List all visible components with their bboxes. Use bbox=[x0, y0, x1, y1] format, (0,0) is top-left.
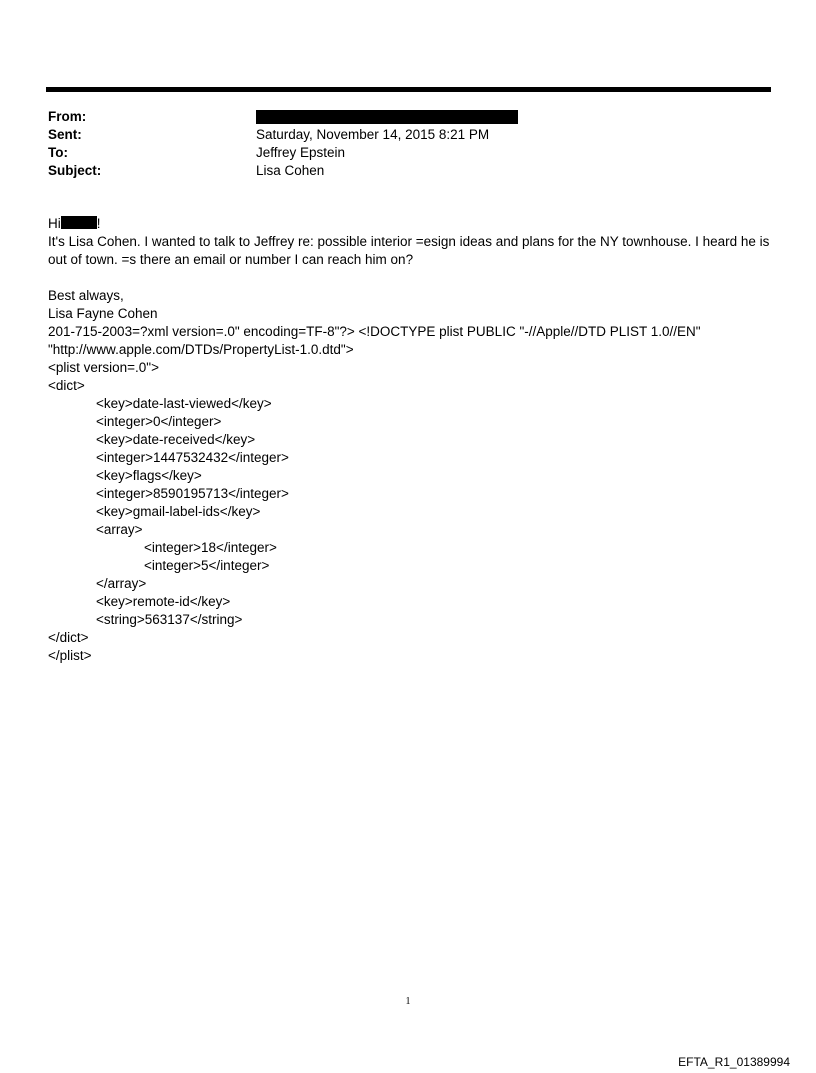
plist-line: <key>date-last-viewed</key> bbox=[96, 396, 272, 411]
plist-line: <key>gmail-label-ids</key> bbox=[96, 504, 261, 519]
plist-line: </dict> bbox=[48, 630, 89, 645]
plist-line: "http://www.apple.com/DTDs/PropertyList-1.0.dtd"> bbox=[48, 342, 354, 357]
plist-line: <array> bbox=[96, 522, 143, 537]
page-number: 1 bbox=[405, 996, 411, 1007]
sent-label: Sent: bbox=[48, 127, 82, 142]
header-rule bbox=[46, 87, 771, 92]
greeting-end: ! bbox=[96, 216, 101, 231]
email-body bbox=[48, 215, 773, 665]
paragraph-line-2: out of town. =s there an email or number I can reach him on? bbox=[48, 252, 414, 267]
greeting-name-redacted bbox=[61, 216, 97, 229]
plist-line: 201-715-2003=?xml version=.0" encoding=TF-8"?> <!DOCTYPE plist PUBLIC "-//Apple//DTD PLIST 1.0//EN" bbox=[48, 324, 701, 339]
plist-line: <string>563137</string> bbox=[96, 612, 243, 627]
plist-line: <integer>8590195713</integer> bbox=[96, 486, 289, 501]
paragraph-line-1: It's Lisa Cohen. I wanted to talk to Jeffrey re: possible interior =esign ideas and plans for the NY townhouse. I heard he is bbox=[48, 234, 770, 249]
plist-line: <integer>1447532432</integer> bbox=[96, 450, 289, 465]
subject-value: Lisa Cohen bbox=[256, 163, 325, 178]
to-value: Jeffrey Epstein bbox=[256, 145, 346, 160]
subject-label: Subject: bbox=[48, 163, 102, 178]
from-label: From: bbox=[48, 109, 87, 124]
plist-line: <key>flags</key> bbox=[96, 468, 202, 483]
plist-line: <plist version=.0"> bbox=[48, 360, 159, 375]
plist-line: <integer>5</integer> bbox=[144, 558, 270, 573]
sent-value: Saturday, November 14, 2015 8:21 PM bbox=[256, 127, 490, 142]
to-label: To: bbox=[48, 145, 68, 160]
closing: Best always, bbox=[48, 288, 124, 303]
document-id: EFTA_R1_01389994 bbox=[678, 1055, 790, 1069]
plist-line: <integer>18</integer> bbox=[144, 540, 277, 555]
plist-line: <key>remote-id</key> bbox=[96, 594, 231, 609]
plist-line: <key>date-received</key> bbox=[96, 432, 256, 447]
greeting-start: Hi bbox=[48, 216, 61, 231]
greeting bbox=[48, 215, 773, 233]
plist-line: <integer>0</integer> bbox=[96, 414, 222, 429]
signature: Lisa Fayne Cohen bbox=[48, 306, 158, 321]
plist-line: <dict> bbox=[48, 378, 85, 393]
plist-line: </plist> bbox=[48, 648, 92, 663]
plist-line: </array> bbox=[96, 576, 147, 591]
